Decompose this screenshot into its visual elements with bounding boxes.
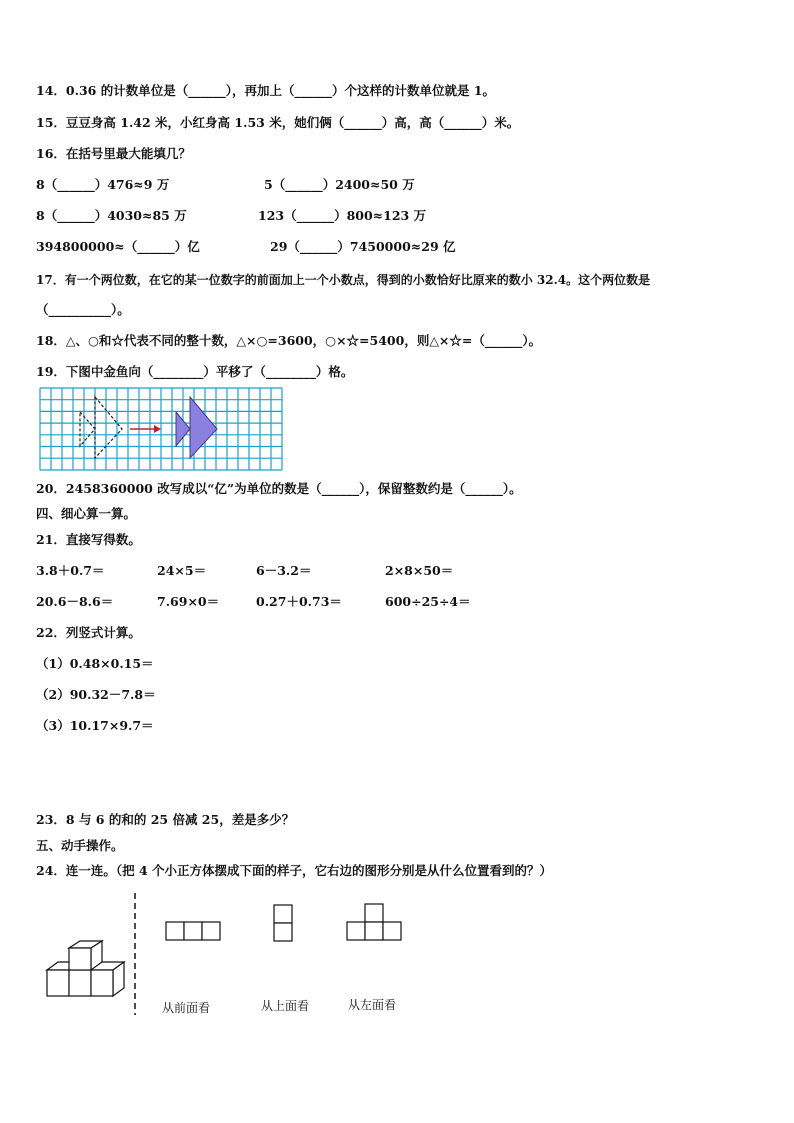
- question-15: 15．豆豆身高 1.42 米，小红身高 1.53 米，她们俩（______）高，高（______）米。: [36, 115, 520, 130]
- question-17-line2: （__________）。: [36, 302, 130, 317]
- view-shape-row-of-three: [164, 920, 224, 942]
- fish-grid-figure: [40, 388, 290, 472]
- view-label-left: 从左面看: [348, 998, 397, 1012]
- calc-item: 20.6－8.6＝: [36, 594, 114, 609]
- divider-dashed-line: [133, 893, 137, 1015]
- view-shape-t-shape: [345, 902, 405, 942]
- question-16-title: 16．在括号里最大能填几？: [36, 146, 191, 161]
- cube-stack-figure: [44, 940, 134, 1002]
- calc-item: 600÷25÷4＝: [385, 594, 471, 609]
- calc-item: 2×8×50＝: [385, 563, 454, 578]
- question-23: 23．8 与 6 的和的 25 倍减 25，差是多少？: [36, 812, 295, 827]
- fish-translated: [176, 397, 217, 458]
- section-4-heading: 四、细心算一算。: [36, 506, 137, 521]
- vertical-calc-item: （1）0.48×0.15＝: [36, 656, 154, 671]
- calc-item: 7.69×0＝: [157, 594, 220, 609]
- question-16-item: 394800000≈（______）亿: [36, 239, 200, 254]
- view-label-top: 从上面看: [261, 999, 310, 1013]
- calc-item: 0.27＋0.73＝: [256, 594, 342, 609]
- question-24-title: 24．连一连。（把 4 个小正方体摆成下面的样子，它右边的图形分别是从什么位置看到的？）: [36, 863, 553, 878]
- question-16-item: 5（______）2400≈50 万: [264, 177, 415, 192]
- question-19: 19．下图中金鱼向（________）平移了（________）格。: [36, 364, 354, 379]
- question-16-item: 8（______）476≈9 万: [36, 177, 170, 192]
- translation-arrow: [130, 425, 161, 433]
- question-16-item: 29（______）7450000≈29 亿: [270, 239, 456, 254]
- question-16-item: 123（______）800≈123 万: [258, 208, 427, 223]
- question-22-title: 22．列竖式计算。: [36, 625, 141, 640]
- calc-item: 3.8＋0.7＝: [36, 563, 105, 578]
- section-5-heading: 五、动手操作。: [36, 838, 124, 853]
- fish-original-outline: [80, 397, 122, 458]
- question-14: 14．0.36 的计数单位是（______），再加上（______）个这样的计数单位就是 1。: [36, 83, 495, 98]
- vertical-calc-item: （2）90.32－7.8＝: [36, 687, 156, 702]
- calc-item: 24×5＝: [157, 563, 207, 578]
- question-21-title: 21．直接写得数。: [36, 532, 141, 547]
- question-20: 20．2458360000 改写成以“亿”为单位的数是（______），保留整数约是（______）。: [36, 481, 522, 496]
- view-label-front: 从前面看: [162, 1001, 211, 1015]
- calc-item: 6－3.2＝: [256, 563, 312, 578]
- vertical-calc-item: （3）10.17×9.7＝: [36, 718, 154, 733]
- question-17-line1: 17．有一个两位数，在它的某一位数字的前面加上一个小数点，得到的小数恰好比原来的数小 32.4。这个两位数是: [36, 273, 651, 287]
- question-18: 18．△、○和☆代表不同的整十数，△×○=3600，○×☆=5400，则△×☆=（______）。: [36, 333, 542, 348]
- question-16-item: 8（______）4030≈85 万: [36, 208, 187, 223]
- view-shape-column-of-two: [272, 903, 296, 943]
